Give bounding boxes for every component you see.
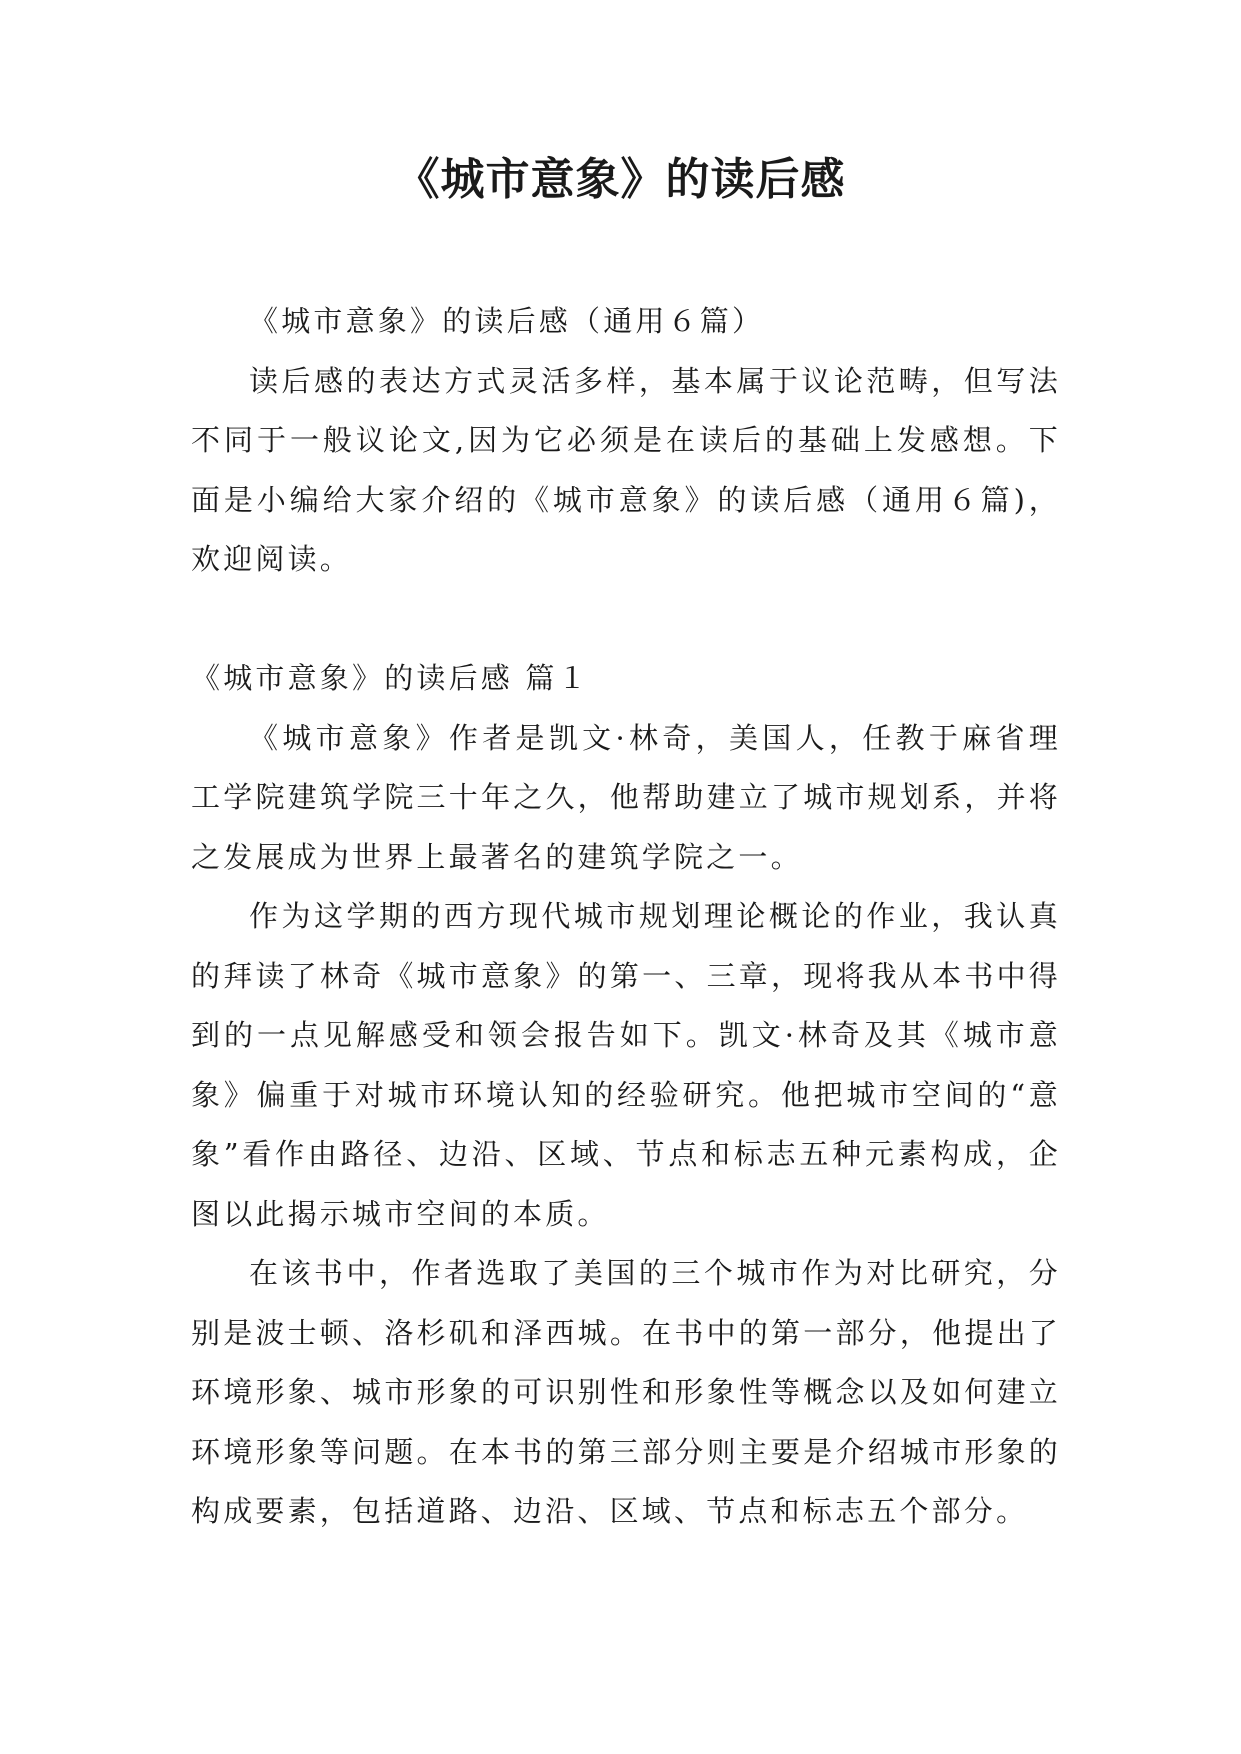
body-paragraph: 《城市意象》作者是凯文·林奇，美国人，任教于麻省理工学院建筑学院三十年之久，他帮助建立了城市规划系，并将之发展成为世界上最著名的建筑学院之一。 (191, 720, 1061, 874)
section-heading: 《城市意象》的读后感 篇１ (191, 661, 590, 695)
document-title: 《城市意象》的读后感 (395, 154, 846, 205)
body-paragraph: 在该书中，作者选取了美国的三个城市作为对比研究，分别是波士顿、洛杉矶和泽西城。在书中的第一部分，他提出了环境形象、城市形象的可识别性和形象性等概念以及如何建立环境形象等问题。在本书的第三部分则主要是介绍城市形象的构成要素，包括道路、边沿、区域、节点和标志五个部分。 (191, 1256, 1061, 1528)
body-paragraph: 作为这学期的西方现代城市规划理论概论的作业，我认真的拜读了林奇《城市意象》的第一、三章，现将我从本书中得到的一点见解感受和领会报告如下。凯文·林奇及其《城市意象》偏重于对城市环境认知的经验研究。他把城市空间的“意象”看作由路径、边沿、区域、节点和标志五种元素构成，企图以此揭示城市空间的本质。 (191, 899, 1061, 1231)
document-subtitle: 《城市意象》的读后感（通用６篇） (249, 304, 765, 338)
document-body (191, 292, 1061, 1542)
intro-paragraph: 读后感的表达方式灵活多样，基本属于议论范畴，但写法不同于一般议论文,因为它必须是在读后的基础上发感想。下面是小编给大家介绍的《城市意象》的读后感（通用６篇)，欢迎阅读。 (191, 363, 1061, 576)
